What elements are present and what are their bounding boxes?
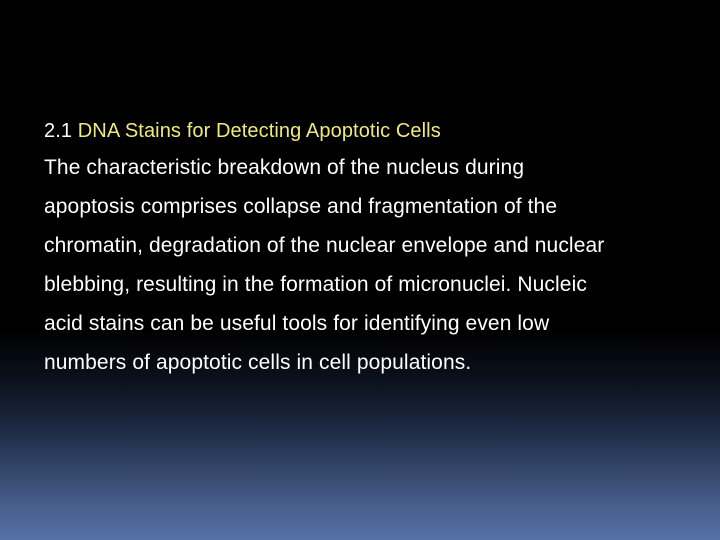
body-line: numbers of apoptotic cells in cell populations. xyxy=(44,351,472,374)
body-line: blebbing, resulting in the formation of micronuclei. Nucleic xyxy=(44,273,587,296)
body-line: apoptosis comprises collapse and fragmentation of the xyxy=(44,195,558,218)
body-line: acid stains can be useful tools for identifying even low xyxy=(44,312,550,335)
body-line: The characteristic breakdown of the nucleus during xyxy=(44,156,525,179)
body-paragraph xyxy=(44,148,704,382)
body-line: chromatin, degradation of the nuclear envelope and nuclear xyxy=(44,234,605,257)
heading-number: 2.1 xyxy=(44,120,78,142)
heading-title: DNA Stains for Detecting Apoptotic Cells xyxy=(77,120,441,142)
slide-heading xyxy=(44,114,704,148)
slide-content xyxy=(44,114,704,382)
